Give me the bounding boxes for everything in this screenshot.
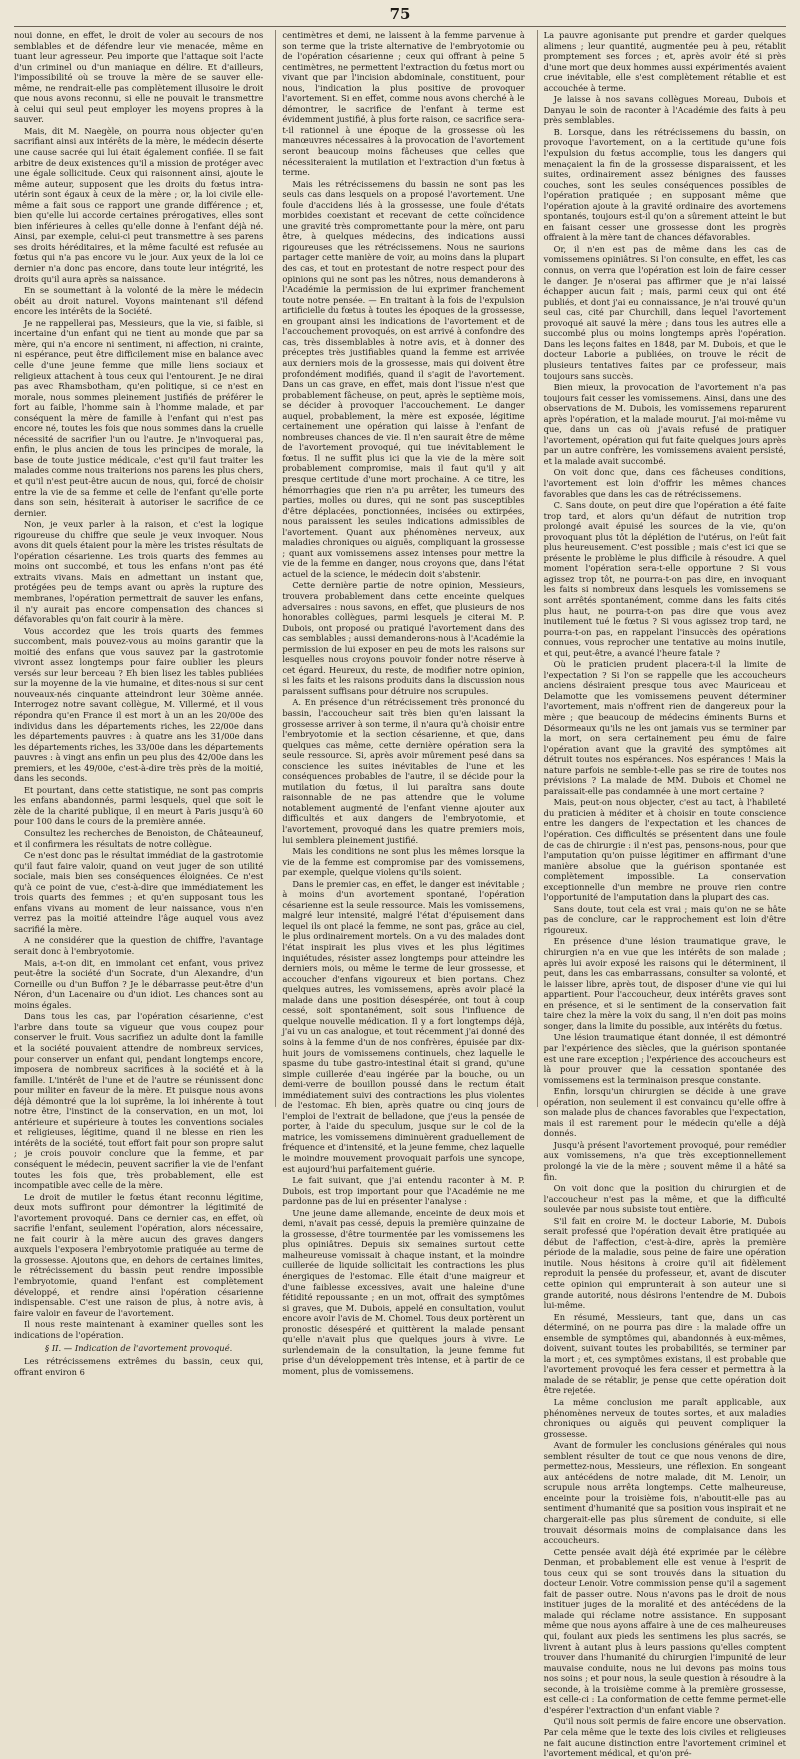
paragraph: Non, je veux parler à la raison, et c'est la logique rigoureuse du chiffre que seule je veux invoquer. Nous avons dit quels étaient pour la mère les tristes résultats de l'opération césarienne. Les trois quarts des femmes au moins ont succombé, et tous les enfans n'ont pas été extraits vivans. Mais en admettant un instant que, protégées peu de temps avant ou après la rupture des membranes, l'opération permettrait de sauver les enfans, il n'y aurait pas encore compensation des chances si défavorables qu'on fait courir à la mère. — [14, 519, 264, 625]
paragraph: B. Lorsque, dans les rétrécissemens du bassin, on provoque l'avortement, on a la certitude qu'une fois l'expulsion du fœtus accomplie, tous les dangers qui menaçaient la fin de la grossesse disparaissent, et les suites, ordinairement assez bénignes des fausses couches, sont les seules conséquences possibles de l'opération pratiquée ; en supposant même que l'opération ajoute à la gravité ordinaire des avortemens spontanés, toujours est-il qu'on a sûrement atteint le but en faisant cesser une grossesse dont les progrès offraient à la mère tant de chances défavorables. — [543, 126, 786, 243]
section-heading: § II. — Indication de l'avortement provoqué. — [45, 1343, 233, 1354]
paragraph: Bien mieux, la provocation de l'avortement n'a pas toujours fait cesser les vomissemens. Ainsi, dans une des observations de M. Dubois, les vomissemens reparurent après l'opération, et la malade mourut. J'ai moi-même vu que, dans un cas où j'avais refusé de pratiquer l'avortement, opération qui fut faite quelques jours après par un autre confrère, les vomissemens avaient persisté, et la malade avait succombé. — [543, 382, 786, 466]
paragraph: Cette dernière partie de notre opinion, Messieurs, trouvera probablement dans cette enceinte quelques adversaires : nous savons, en effet, que plusieurs de nos honorables collègues, parmi lesquels je citerai M. P. Dubois, ont proposé ou pratiqué l'avortement dans des cas semblables ; aussi demanderons-nous à l'Académie la permission de lui exposer en peu de mots les raisons sur lesquelles nous croyons pouvoir fonder notre réserve à cet égard. Heureux, du reste, de modifier notre opinion, si les faits et les raisons produits dans la discussion nous paraissent suffisans pour détruire nos scrupules. — [282, 580, 525, 696]
paragraph: Mais les conditions ne sont plus les mêmes lorsque la vie de la femme est compromise par des vomissemens, par exemple, quelque violens qu'ils soient. — [282, 846, 525, 878]
paragraph: Et pourtant, dans cette statistique, ne sont pas compris les enfans abandonnés, parmi lesquels, quel que soit le zèle de la charité publique, il en meurt à Paris jusqu'à 60 pour 100 dans le cours de la première année. — [14, 784, 264, 827]
paragraph: Une lésion traumatique étant donnée, il est démontré par l'expérience des siècles, que la guérison spontanée est une rare exception ; l'expérience des accoucheurs est là pour prouver que la cessation spontanée des vomissemens est la terminaison presque constante. — [543, 1032, 786, 1085]
paragraph: Il nous reste maintenant à examiner quelles sont les indications de l'opération. — [14, 1319, 264, 1340]
paragraph: Je laisse à nos savans collègues Moreau, Dubois et Danyau le soin de raconter à l'Académie des faits à peu près semblables. — [543, 94, 786, 126]
paragraph: C. Sans doute, on peut dire que l'opération a été faite trop tard, et alors qu'un défaut de nutrition trop prolongé avait épuisé les sources de la vie, qu'on provoquant plus tôt la déplétion de l'utérus, on l'eût fait plus heureusement. C'est possible ; mais c'est ici que se présente le problème le plus difficile à résoudre. A quel moment l'opération sera-t-elle opportune ? Si vous agissez trop tôt, ne pourra-t-on pas dire, en invoquant les faits si nombreux dans lesquels les vomissemens se sont arrêtés spontanément, comme dans les faits cités plus haut, ne pourra-t-on pas dire que vous avez inutilement tué le fœtus ? Si vous agissez trop tard, ne pourra-t-on pas, en rappelant l'insuccès des opérations connues, vous reprocher une tentative au moins inutile, et qui, peut-être, a avancé l'heure fatale ? — [543, 500, 786, 658]
paragraph: Une jeune dame allemande, enceinte de deux mois et demi, n'avait pas cessé, depuis la première quinzaine de la grossesse, d'être tourmentée par les vomissemens les plus opiniâtres. Depuis six semaines surtout cette malheureuse vomissait à chaque instant, et la moindre cuillerée de liquide sollicitait les contractions les plus énergiques de l'estomac. Elle était d'une maigreur et d'une faiblesse excessives, avait une haleine d'une fétidité repoussante ; en un mot, offrait des symptômes si graves, que M. Dubois, appelé en consultation, voulut encore avoir l'avis de M. Chomel. Tous deux portèrent un pronostic désespéré et quittèrent la malade pensant qu'elle n'avait plus que quelques jours à vivre. Le surlendemain de la consultation, la jeune femme fut prise d'un développement très intense, et à partir de ce moment, plus de vomissemens. — [282, 1207, 525, 1376]
paragraph: Le fait suivant, que j'ai entendu raconter à M. P. Dubois, est trop important pour que l'Académie ne me pardonne pas de lui en présenter l'analyse : — [282, 1175, 525, 1207]
paragraph: En présence d'une lésion traumatique grave, le chirurgien n'a en vue que les intérêts de son malade ; après lui avoir exposé les raisons qui le déterminent, il peut, dans les cas embarrassans, consulter sa volonté, et le laisser libre, après tout, de disposer d'une vie qui lui appartient. Pour l'accoucheur, deux intérêts graves sont en présence, et si le sentiment de la conservation fait taire chez la mère la voix du sang, il n'en doit pas moins songer, dans la limite du possible, aux intérêts du fœtus. — [543, 936, 786, 1031]
paragraph: Cette pensée avait déjà été exprimée par le célèbre Denman, et probablement elle est venue à l'esprit de tous ceux qui se sont trouvés dans la situation du docteur Lenoir. Votre commission pense qu'il a sagement fait de passer outre. Nous n'avons pas le droit de nous instituer juges de la moralité et des antécédens de la malade qui réclame notre assistance. En supposant même que nous ayons affaire à une de ces malheureuses qui, foulant aux pieds les sentimens les plus sacrés, se livrent à autant plus à leurs passions qu'elles comptent trouver dans l'humanité du chirurgien l'impunité de leur mauvaise conduite, nous ne lui devons pas moins tous nos soins ; et pour nous, la seule question à résoudre à la seconde, à la troisième comme à la première grossesse, est celle-ci : La conformation de cette femme permet-elle d'espérer l'extraction d'un enfant viable ? — [543, 1546, 786, 1715]
paragraph: Mais, peut-on nous objecter, c'est au tact, à l'habileté du praticien à méditer et à choisir en toute conscience entre les dangers de l'expectation et les chances de l'opération. Ces difficultés se présentent dans une foule de cas de chirurgie : il n'est pas, pensons-nous, pour que l'amputation qu'on puisse légitimer en affirmant d'une manière absolue que la guérison spontanée est complètement impossible. La conservation exceptionnelle d'un membre ne prouve rien contre l'opportunité de l'amputation dans la plupart des cas. — [543, 797, 786, 903]
paragraph: A ne considérer que la question de chiffre, l'avantage serait donc à l'embryotomie. — [14, 935, 264, 957]
paragraph: S'il fait en croire M. le docteur Laborie, M. Dubois serait professé que l'opération devait être pratiquée au début de l'affection, c'est-à-dire, après la première période de la maladie, sous peine de faire une opération inutile. Nous hésitons à croire qu'il ait fidèlement reproduit la pensée du professeur, et, avant de discuter cette opinion qui emprunterait à son auteur une si grande autorité, nous désirons l'entendre de M. Dubois lui-même. — [543, 1215, 786, 1311]
paragraph: Le droit de mutiler le fœtus étant reconnu légitime, deux mots suffiront pour démontrer la légitimité de l'avortement provoqué. Dans ce dernier cas, en effet, où sacrifie l'enfant, seulement l'opération, alors nécessaire, ne fait courir à la mère aucun des graves dangers auxquels l'exposera l'embryotomie pratiquée au terme de la grossesse. Ajoutons que, en dehors de certaines limites, le rétrécissement du bassin peut rendre impossible l'embryotomie, quand l'enfant est complètement développé, et rendre ainsi l'opération césarienne indispensable. C'est une raison de plus, à notre avis, à faire valoir en faveur de l'avortement. — [14, 1191, 264, 1318]
paragraph: Enfin, lorsqu'un chirurgien se décide à une grave opération, non seulement il est convaincu qu'elle offre à son malade plus de chances favorables que l'expectation, mais il est rarement pour le médecin qu'elle a déjà donnés. — [543, 1086, 786, 1139]
paragraph: Mais les rétrécissemens du bassin ne sont pas les seuls cas dans lesquels on a proposé l'avortement. Une foule d'accidens liés à la grossesse, une foule d'états morbides coexistant et recevant de cette coïncidence une gravité très compromettante pour la mère, ont paru être, à quelques médecins, des indications aussi rigoureuses que les rétrécissemens. Nous ne saurions partager cette manière de voir, au moins dans la plupart des cas, et tout en protestant de notre respect pour des opinions qui ne sont pas les nôtres, nous demanderons à l'Académie la permission de lui exprimer franchement toute notre pensée. — En traitant à la fois de l'expulsion artificielle du fœtus à toutes les époques de la grossesse, en groupant ainsi les indications de l'avortement et de l'accouchement provoqués, on est arrivé à confondre des cas, très dissemblables à notre avis, et à donner des préceptes très justifiables quand la femme est arrivée aux derniers mois de la grossesse, mais qui doivent être profondément modifiés, quand il s'agit de l'avortement. Dans un cas grave, en effet, mais dont l'issue n'est que probablement fâcheuse, on peut, après le septième mois, se décider à provoquer l'accouchement. Le danger auquel, probablement, la mère est exposée, légitime certainement une opération qui laisse à l'enfant de nombreuses chances de vie. Il n'en saurait être de même de l'avortement provoqué, qui tue inévitablement le fœtus. Il ne suffit plus ici que la vie de la mère soit probablement compromise, mais il faut qu'il y ait presque certitude d'une mort prochaine. A ce titre, les hémorrhagies que rien n'a pu arrêter, les tumeurs des parties, molles ou dures, qui ne sont pas susceptibles d'être déplacées, ponctionnées, incisées ou extirpées, nous paraissent les seules indications admissibles de l'avortement. Quant aux phénomènes nerveux, aux maladies chroniques ou aiguës, compliquant la grossesse ; quant aux vomissemens assez intenses pour mettre la vie de la femme en danger, nous croyons que, dans l'état actuel de la science, le médecin doit s'abstenir. — [282, 178, 525, 579]
paragraph: centimètres et demi, ne laissent à la femme parvenue à son terme que la triste alternative de l'embryotomie ou de l'opération césarienne ; ceux qui offrant à peine 5 centimètres, ne permettent l'extraction du fœtus mort ou vivant que par l'incision abdominale, constituent, pour nous, l'indication la plus positive de provoquer l'avortement. Si en effet, comme nous avons cherché à le démontrer, le sacrifice de l'enfant à terme est évidemment justifié, à plus forte raison, ce sacrifice sera-t-il rationnel à une époque de la grossesse où les manœuvres nécessaires à la provocation de l'avortement seront beaucoup moins fâcheuses que celles que nécessiteraient la mutilation et l'extraction d'un fœtus à terme. — [282, 30, 525, 178]
paragraph: A. En présence d'un rétrécissement très prononcé du bassin, l'accoucheur sait très bien qu'en laissant la grossesse arriver à son terme, il n'aura qu'à choisir entre l'embryotomie et la section césarienne, et que, dans quelques cas même, cette dernière opération sera la seule ressource. Si, après avoir mûrement pesé dans sa conscience les suites inévitables de l'une et les conséquences probables de l'autre, il se décide pour la mutilation du fœtus, il lui paraîtra sans doute raisonnable de ne pas attendre que le volume notablement augmenté de l'enfant vienne ajouter aux difficultés et aux dangers de l'embryotomie, et l'avortement, provoqué dans les quatre premiers mois, lui semblera pleinement justifié. — [282, 697, 525, 845]
paragraph: noui donne, en effet, le droit de voler au secours de nos semblables et de défendre leur vie menacée, même en tuant leur agresseur. Peu importe que l'attaque soit l'acte d'un criminel ou d'un maniaque en délire. Et d'ailleurs, l'impossibilité où se trouve la mère de se sauver elle-même, ne rendrait-elle pas complètement illusoire le droit que nous avons reconnu, si elle ne pouvait le transmettre à celui qui seul peut employer les moyens propres à la sauver. — [14, 30, 264, 125]
paragraph: Qu'il nous soit permis de faire encore une observation. Par cela même que le texte des lois civiles et religieuses ne fait aucune distinction entre l'avortement criminel et l'avortement médical, et qu'on pré- — [543, 1716, 786, 1759]
paragraph: On voit donc que, dans ces fâcheuses conditions, l'avortement est loin d'offrir les mêmes chances favorables que dans les cas de rétrécissemens. — [543, 467, 786, 499]
column-3 — [537, 30, 786, 1759]
column-1 — [14, 30, 264, 1377]
paragraph: Or, il n'en est pas de même dans les cas de vomissemens opiniâtres. Si l'on consulte, en effet, les cas connus, on verra que l'opération est loin de faire cesser le danger. Je n'oserai pas affirmer que je n'ai laissé échapper aucun fait ; mais, parmi ceux qui ont été publiés, et dont j'ai eu connaissance, je n'ai trouvé qu'un seul cas, cité par Churchill, dans lequel l'avortement provoqué ait sauvé la mère ; dans tous les autres elle a succombé plus ou moins longtemps après l'opération. Dans les leçons faites en 1848, par M. Dubois, et que le docteur Laborie a publiées, on trouve le récit de plusieurs tentatives faites par ce professeur, mais toujours sans succès. — [543, 243, 786, 381]
page-number: 75 — [389, 5, 411, 23]
paragraph: En résumé, Messieurs, tant que, dans un cas déterminé, on ne pourra pas dire : la malade offre un ensemble de symptômes qui, abandonnés à eux-mêmes, doivent, suivant toutes les probabilités, se terminer par la mort ; et, ces symptômes existans, il est probable que l'avortement provoqué les fera cesser et permettra à la malade de se rétablir, je pense que cette opération doit être rejetée. — [543, 1311, 786, 1396]
paragraph: En se soumettant à la volonté de la mère le médecin obéit au droit naturel. Voyons maintenant s'il défend encore les intérêts de la Société. — [14, 285, 264, 317]
paragraph: On voit donc que la position du chirurgien et de l'accoucheur n'est pas la même, et que la difficulté soulevée par nous subsiste tout entière. — [543, 1183, 786, 1215]
paragraph: Dans tous les cas, par l'opération césarienne, c'est l'arbre dans toute sa vigueur que vous coupez pour conserver le fruit. Vous sacrifiez un adulte dont la famille et la société pouvaient attendre de nombreux services, pour conserver un enfant qui, pendant longtemps encore, imposera de nombreux sacrifices à la société et à la famille. L'intérêt de l'une et de l'autre se réunissent donc pour militer en faveur de la mère. Et puisque nous avons déjà démontré que la loi suprême, la loi inhérente à tout notre être, l'instinct de la conservation, en un mot, loi antérieure et supérieure à toutes les conventions sociales et religieuses, légitime, quand il ne blesse en rien les intérêts de la société, tout effort fait pour son propre salut ; je crois pouvoir conclure que la femme, et par conséquent le médecin, peuvent sacrifier la vie de l'enfant toutes les fois que, très probablement, elle est incompatible avec celle de la mère. — [14, 1011, 264, 1191]
column-2 — [275, 30, 525, 1376]
text-columns — [14, 26, 786, 1759]
paragraph: Mais, dit M. Naegèle, on pourra nous objecter qu'en sacrifiant ainsi aux intérêts de la mère, le médecin déserte une cause sacrée qui lui était également confiée. Il se fait arbitre de deux existences qu'il a mission de protéger avec une égale sollicitude. Ceux qui raisonnent ainsi, ajoute le même auteur, supposent que les droits du fœtus intra-utérin sont égaux à ceux de la mère ; or, la loi civile elle-même a fait sous ce rapport une grande différence ; et, bien qu'elle lui accorde certaines prérogatives, elles sont bien inférieures à celles qu'elle donne à l'enfant déjà né. Ainsi, par exemple, celui-ci peut transmettre à ses parens ses droits héréditaires, et la même faculté est refusée au fœtus qui n'a pas encore vu le jour. Aux yeux de la loi ce dernier n'a donc pas encore, dans toute leur intégrité, les droits qu'il aura après sa naissance. — [14, 125, 264, 284]
paragraph: Ce n'est donc pas le résultat immédiat de la gastrotomie qu'il faut faire valoir, quand on veut juger de son utilité sociale, mais bien ses conséquences éloignées. Ce n'est qu'à ce point de vue, c'est-à-dire que immédiatement les trois quarts des femmes ; et qu'en supposant tous les enfans vivans au moment de leur naissance, vous n'en verrez pas la moitié atteindre l'âge auquel vous avez sacrifié la mère. — [14, 850, 264, 934]
paragraph: Dans le premier cas, en effet, le danger est inévitable ; à moins d'un avortement spontané, l'opération césarienne est la seule ressource. Mais les vomissemens, malgré leur intensité, malgré l'état d'épuisement dans lequel ils ont placé la femme, ne sont pas, grâce au ciel, le plus ordinairement mortels. On a vu des malades dont l'état inspirait les plus vives et les plus légitimes inquiétudes, résister assez longtemps pour atteindre les derniers mois, ou même le terme de leur grossesse, et accoucher d'enfans vigoureux et bien portans. Chez quelques autres, les vomissemens, après avoir placé la malade dans une position désespérée, ont tout à coup cessé, soit spontanément, soit sous l'influence de quelque nouvelle médication. Il y a fort longtemps déjà, j'ai vu un cas analogue, et tout récemment j'ai donné des soins à la femme d'un de nos confrères, épuisée par dix-huit jours de vomissemens continuels, chez laquelle le spasme du tube gastro-intestinal était si grand, qu'une simple cuillerée d'eau ingérée par la bouche, ou un demi-verre de bouillon poussé dans le rectum était immédiatement suivi des contractions les plus violentes de l'estomac. Eh bien, après quatre ou cinq jours de l'emploi de l'extrait de belladone, que j'eus la pensée de porter, à l'aide du speculum, jusque sur le col de la matrice, les vomissemens diminuèrent graduellement de fréquence et d'intensité, et la jeune femme, chez laquelle le moindre mouvement provoquait parfois une syncope, est aujourd'hui parfaitement guérie. — [282, 878, 525, 1174]
paragraph: Je ne rappellerai pas, Messieurs, que la vie, si faible, si incertaine d'un enfant qui ne tient au monde que par sa mère, qui n'a encore ni sentiment, ni affection, ni crainte, ni espérance, peut être difficilement mise en balance avec celle d'une jeune femme que mille liens sociaux et religieux attachent à tous ceux qui l'entourent. Je ne dirai pas avec Rhamsbotham, qu'en politique, si ce n'est en morale, nous sommes pleinement justifiés de préférer le fort au faible, l'homme sain à l'homme malade, et par conséquent la mère de famille à l'enfant qui n'est pas encore né, toutes les fois que nous sommes dans la cruelle nécessité de sacrifier l'un ou l'autre. Je n'invoquerai pas, enfin, le plus ancien de tous les principes de morale, la base de toute justice médicale, c'est qu'il faut traiter les malades comme nous traiterions nos parens les plus chers, et qu'il n'est peut-être aucun de nous, qui, forcé de choisir entre la vie de sa femme et celle de l'enfant qu'elle porte dans son sein, hésiterait à autoriser le sacrifice de ce dernier. — [14, 317, 264, 518]
paragraph: Consultez les recherches de Benoiston, de Châteauneuf, et il confirmera les résultats de notre collègue. — [14, 828, 264, 849]
paragraph: Vous accordez que les trois quarts des femmes succombent, mais pouvez-vous au moins garantir que la moitié des enfans que vous sauvez par la gastrotomie vivront assez longtemps pour faire oublier les pleurs versés sur leur berceau ? Eh bien lisez les tables publiées sur la moyenne de la vie humaine, et dites-nous si sur cent nouveaux-nés cinquante atteindront leur 30ème année. Interrogez notre savant collègue, M. Villermé, et il vous répondra qu'en France il est mort à un an les 20/00e des individus dans les départements riches, les 22/00e dans les départements pauvres : à quatre ans les 31/00e dans les départements riches, les 33/00e dans les départements pauvres : à vingt ans enfin un peu plus des 42/00e dans les premiers, et les 49/00e, c'est-à-dire très près de la moitié, dans les seconds. — [14, 625, 264, 784]
paragraph: Où le praticien prudent placera-t-il la limite de l'expectation ? Si l'on se rappelle que les accoucheurs anciens désiraient presque tous avec Mauriceau et Delamotte que les vomissemens peuvent déterminer l'avortement, mais n'offrent rien de dangereux pour la mère ; que beaucoup de médecins éminents Burns et Désormeaux qu'ils ne les ont jamais vus se terminer par la mort, on sera certainement peu ému de faire l'opération avant que la gravité des symptômes ait détruit toutes nos espérances. Nos espérances ! Mais la nature parfois ne semble-t-elle pas se rire de toutes nos prévisions ? La malade de MM. Dubois et Chomel ne paraissait-elle pas condamnée à une mort certaine ? — [543, 659, 786, 796]
paragraph: La même conclusion me paraît applicable, aux phénomènes nerveux de toutes sortes, et aux maladies chroniques ou aiguës qui peuvent compliquer la grossesse. — [543, 1397, 786, 1439]
paragraph: Sans doute, tout cela est vrai ; mais qu'on ne se hâte pas de conclure, car le rapprochement est loin d'être rigoureux. — [543, 903, 786, 935]
paragraph: Mais, a-t-on dit, en immolant cet enfant, vous privez peut-être la société d'un Socrate, d'un Alexandre, d'un Corneille ou d'un Buffon ? Je le débarrasse peut-être d'un Néron, d'un Lacenaire ou d'un idiot. Les chances sont au moins égales. — [14, 957, 264, 1010]
paragraph: Les rétrécissemens extrêmes du bassin, ceux qui, offrant environ 6 — [14, 1356, 264, 1377]
paragraph: La pauvre agonisante put prendre et garder quelques alimens ; leur quantité, augmentée peu à peu, rétablit promptement ses forces ; et, après avoir été si près d'une mort que deux hommes aussi expérimentés avaient crue inévitable, elle s'est complètement rétablie et est accouchée à terme. — [543, 30, 786, 93]
paragraph: Avant de formuler les conclusions générales qui nous semblent résulter de tout ce que nous venons de dire, permettez-nous, Messieurs, une réflexion. En songeant aux antécédens de notre malade, dit M. Lenoir, un scrupule nous arrêta longtemps. Cette malheureuse, enceinte pour la troisième fois, n'aboutit-elle pas au sentiment d'humanité que sa position vous inspirait et ne chargerait-elle pas plus sûrement de conduite, si elle trouvait désormais moins de complaisance dans les accoucheurs. — [543, 1440, 786, 1546]
paragraph: Jusqu'à présent l'avortement provoqué, pour remédier aux vomissemens, n'a que très exceptionnellement prolongé la vie de la mère ; souvent même il a hâté sa fin. — [543, 1139, 786, 1182]
